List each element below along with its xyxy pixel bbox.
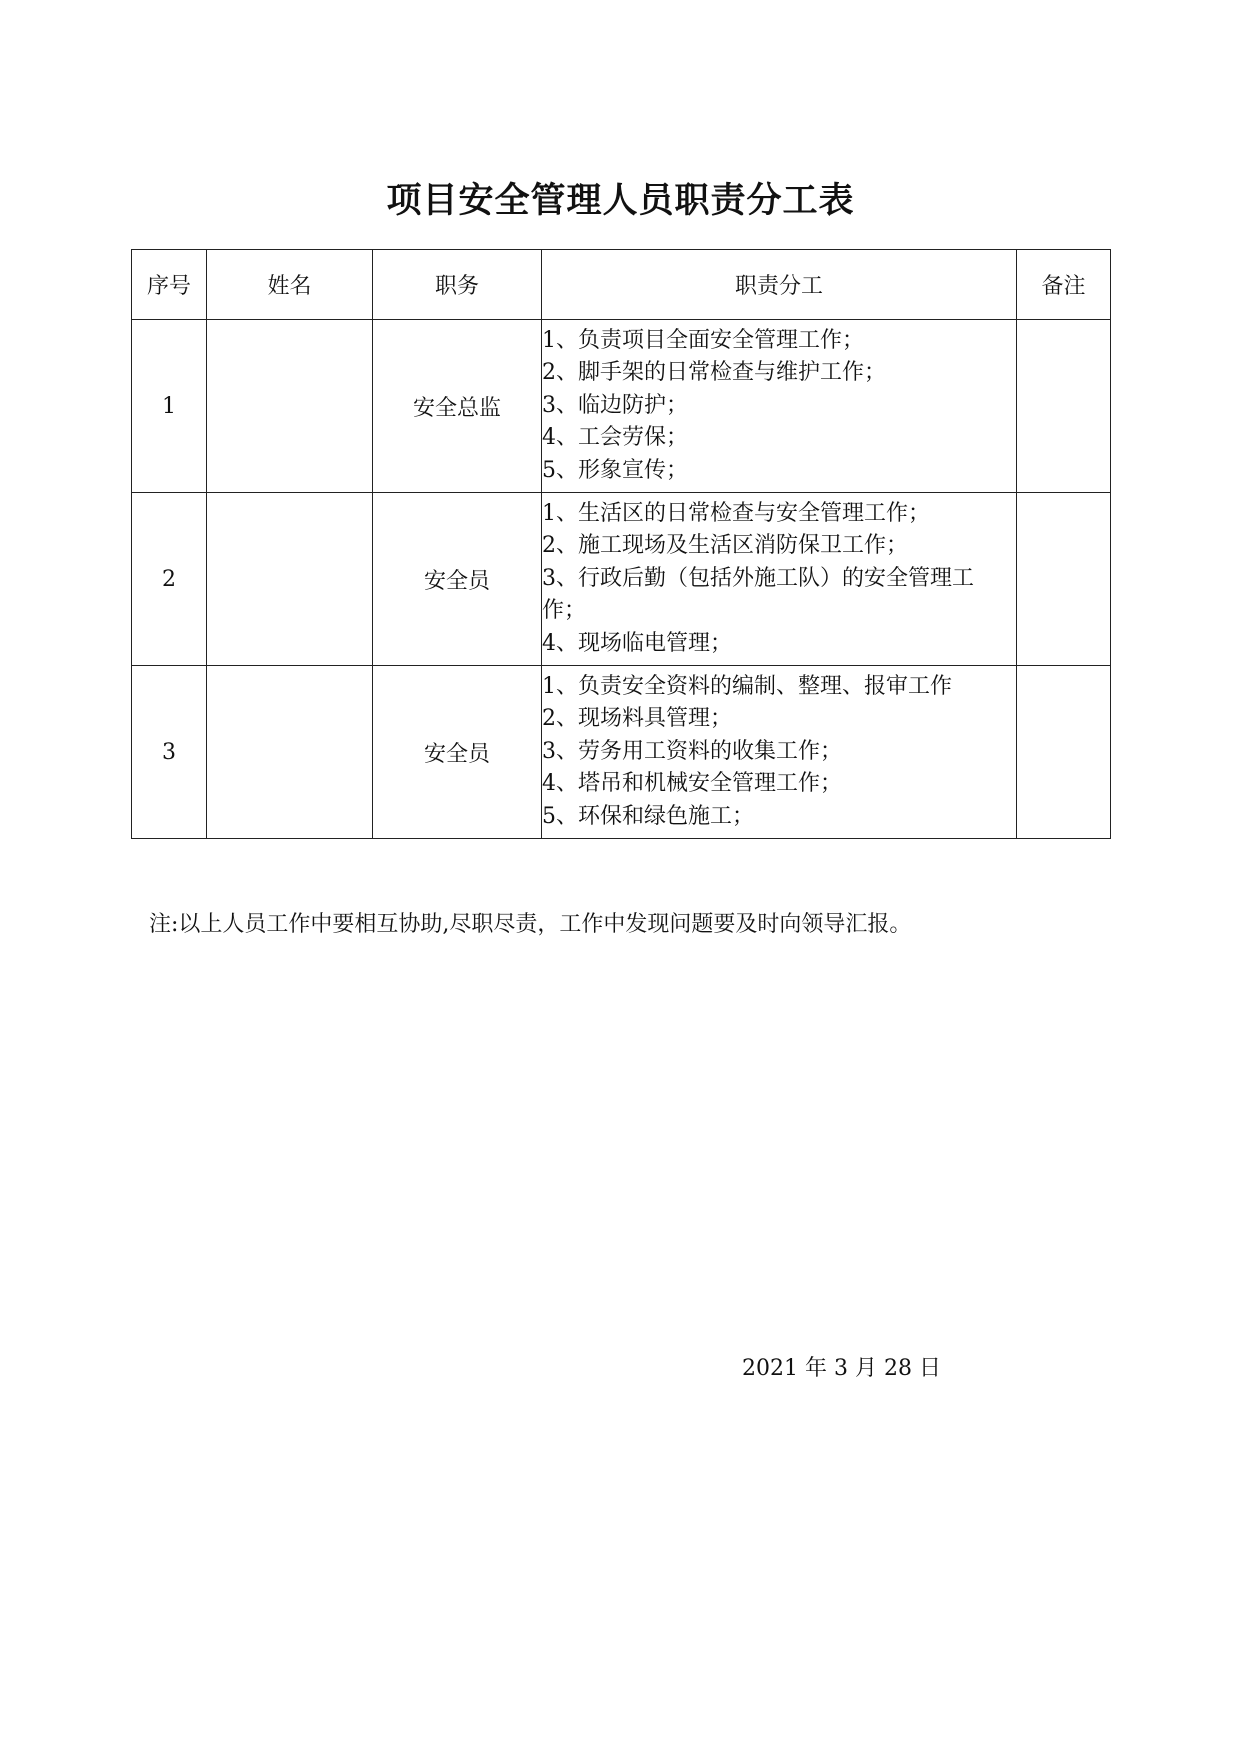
document-date: 2021 年 3 月 28 日 xyxy=(742,1356,941,1381)
row-duties xyxy=(542,493,1017,666)
row-duties xyxy=(542,320,1017,493)
row-position: 安全员 xyxy=(373,666,542,839)
footnote: 注:以上人员工作中要相互协助,尽职尽责，工作中发现问题要及时向领导汇报。 xyxy=(149,912,912,937)
duty-item: 3、行政后勤（包括外施工队）的安全管理工作； xyxy=(542,565,974,624)
table-header-row xyxy=(132,250,1111,320)
duty-item: 2、施工现场及生活区消防保卫工作； xyxy=(542,533,908,559)
row-position: 安全总监 xyxy=(373,320,542,493)
row-name xyxy=(207,320,373,493)
header-name: 姓名 xyxy=(207,250,373,320)
duty-item: 1、负责安全资料的编制、整理、报审工作 xyxy=(542,673,952,699)
header-remarks: 备注 xyxy=(1017,250,1111,320)
header-index: 序号 xyxy=(132,250,207,320)
row-name xyxy=(207,493,373,666)
duty-item: 4、工会劳保； xyxy=(542,425,688,451)
table-row xyxy=(132,493,1111,666)
row-index: 2 xyxy=(132,493,207,666)
row-remarks xyxy=(1017,320,1111,493)
row-duties xyxy=(542,666,1017,839)
duty-item: 1、负责项目全面安全管理工作； xyxy=(542,327,864,353)
duty-item: 4、现场临电管理； xyxy=(542,630,732,656)
duty-table xyxy=(131,249,1111,839)
duty-item: 5、形象宣传； xyxy=(542,457,688,483)
duty-item: 4、塔吊和机械安全管理工作； xyxy=(542,771,842,797)
page-title: 项目安全管理人员职责分工表 xyxy=(386,181,855,221)
row-index: 1 xyxy=(132,320,207,493)
table-row xyxy=(132,666,1111,839)
duty-item: 3、劳务用工资料的收集工作； xyxy=(542,738,842,764)
duty-item: 3、临边防护； xyxy=(542,392,688,418)
header-duties: 职责分工 xyxy=(542,250,1017,320)
row-position: 安全员 xyxy=(373,493,542,666)
duty-item: 2、现场料具管理； xyxy=(542,706,732,732)
row-name xyxy=(207,666,373,839)
duty-item: 2、脚手架的日常检查与维护工作； xyxy=(542,360,886,386)
row-index: 3 xyxy=(132,666,207,839)
duty-item: 5、环保和绿色施工； xyxy=(542,803,754,829)
table-row xyxy=(132,320,1111,493)
row-remarks xyxy=(1017,493,1111,666)
header-position: 职务 xyxy=(373,250,542,320)
row-remarks xyxy=(1017,666,1111,839)
duty-item: 1、生活区的日常检查与安全管理工作； xyxy=(542,500,930,526)
